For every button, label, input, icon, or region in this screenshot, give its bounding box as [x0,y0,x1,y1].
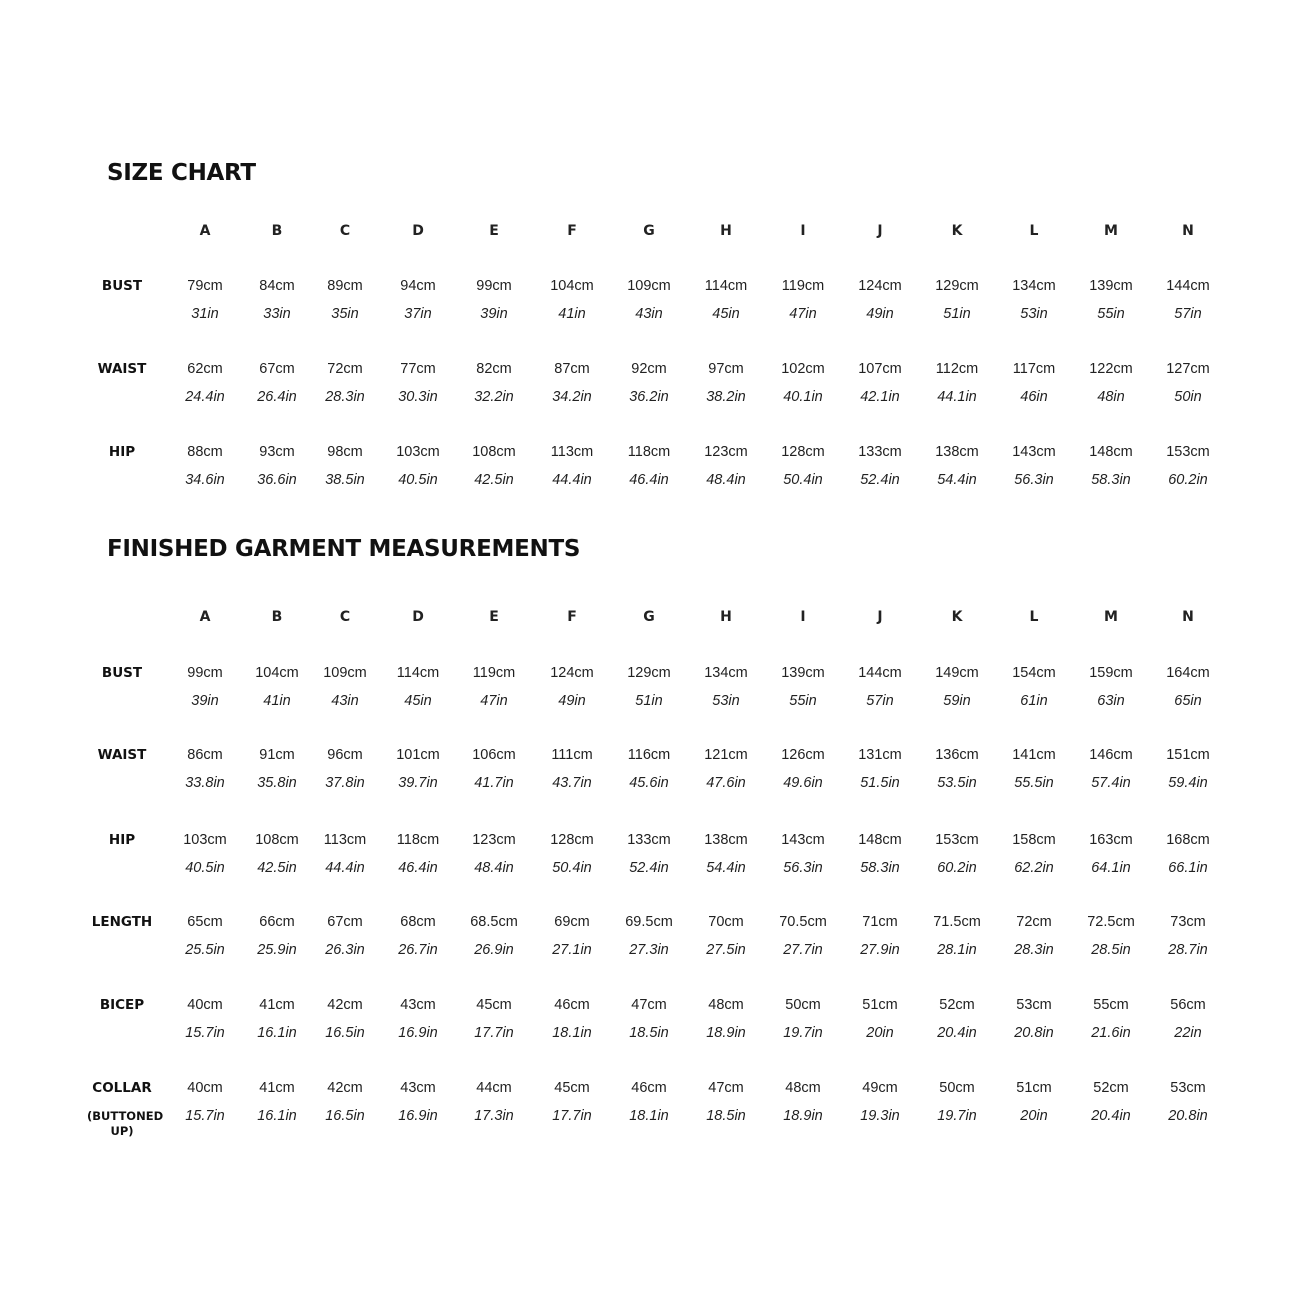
inch-value: 40.1in [783,389,823,405]
cm-value: 134cm [1012,278,1056,294]
inch-value: 17.7in [552,1108,592,1124]
inch-value: 44.4in [325,860,365,876]
cm-value: 43cm [400,997,436,1013]
inch-value: 15.7in [185,1025,225,1041]
cm-value: 117cm [1012,361,1056,377]
cm-value: 153cm [935,832,979,848]
inch-value: 47.6in [706,775,746,791]
inch-value: 54.4in [937,472,977,488]
inch-value: 41in [558,306,586,322]
cm-value: 114cm [704,278,748,294]
inch-value: 59.4in [1168,775,1208,791]
inch-value: 20.8in [1014,1025,1054,1041]
cm-value: 107cm [858,361,902,377]
cm-value: 72cm [327,361,363,377]
inch-value: 50.4in [783,472,823,488]
inch-value: 54.4in [706,860,746,876]
cm-value: 52cm [939,997,975,1013]
inch-value: 53in [1020,306,1048,322]
cm-value: 114cm [396,665,440,681]
size-column-header: J [877,223,883,239]
cm-value: 71.5cm [933,914,981,930]
cm-value: 44cm [476,1080,512,1096]
size-column-header: N [1182,223,1194,239]
inch-value: 52.4in [860,472,900,488]
size-column-header: C [339,223,351,239]
inch-value: 27.9in [860,942,900,958]
inch-value: 41.7in [474,775,514,791]
cm-value: 103cm [396,444,440,460]
cm-value: 129cm [935,278,979,294]
inch-value: 43.7in [552,775,592,791]
cm-value: 148cm [858,832,902,848]
cm-value: 128cm [550,832,594,848]
inch-value: 15.7in [185,1108,225,1124]
inch-value: 20.4in [1091,1108,1131,1124]
inch-value: 51.5in [860,775,900,791]
inch-value: 16.1in [257,1108,297,1124]
inch-value: 57in [866,693,894,709]
inch-value: 48.4in [474,860,514,876]
inch-value: 47in [789,306,817,322]
inch-value: 53in [712,693,740,709]
cm-value: 139cm [781,665,825,681]
cm-value: 134cm [704,665,748,681]
inch-value: 43in [331,693,359,709]
inch-value: 62.2in [1014,860,1054,876]
cm-value: 143cm [1012,444,1056,460]
cm-value: 72.5cm [1087,914,1135,930]
inch-value: 44.4in [552,472,592,488]
inch-value: 56.3in [1014,472,1054,488]
inch-value: 18.1in [552,1025,592,1041]
cm-value: 73cm [1170,914,1206,930]
inch-value: 66.1in [1168,860,1208,876]
inch-value: 49in [866,306,894,322]
cm-value: 47cm [631,997,667,1013]
size-chart-title: SIZE CHART [107,160,256,186]
cm-value: 40cm [187,997,223,1013]
size-column-header: H [720,223,732,239]
cm-value: 151cm [1166,747,1210,763]
cm-value: 68cm [400,914,436,930]
inch-value: 56.3in [783,860,823,876]
inch-value: 33.8in [185,775,225,791]
inch-value: 63in [1097,693,1125,709]
size-column-header: F [567,609,577,625]
cm-value: 65cm [187,914,223,930]
inch-value: 55in [1097,306,1125,322]
cm-value: 87cm [554,361,590,377]
cm-value: 91cm [259,747,295,763]
inch-value: 28.1in [937,942,977,958]
inch-value: 34.6in [185,472,225,488]
cm-value: 108cm [472,444,516,460]
inch-value: 27.5in [706,942,746,958]
size-column-header: C [339,609,351,625]
cm-value: 88cm [187,444,223,460]
cm-value: 53cm [1016,997,1052,1013]
cm-value: 42cm [327,1080,363,1096]
cm-value: 146cm [1089,747,1133,763]
measurement-label: BICEP [99,997,145,1013]
inch-value: 57in [1174,306,1202,322]
cm-value: 113cm [550,444,594,460]
inch-value: 46.4in [398,860,438,876]
cm-value: 101cm [396,747,440,763]
inch-value: 59in [943,693,971,709]
inch-value: 44.1in [937,389,977,405]
cm-value: 69cm [554,914,590,930]
inch-value: 18.9in [783,1108,823,1124]
size-column-header: A [199,223,211,239]
measurement-label: BUST [101,665,143,681]
inch-value: 20.4in [937,1025,977,1041]
cm-value: 136cm [935,747,979,763]
inch-value: 26.9in [474,942,514,958]
cm-value: 46cm [554,997,590,1013]
inch-value: 18.1in [629,1108,669,1124]
cm-value: 79cm [187,278,223,294]
cm-value: 97cm [708,361,744,377]
inch-value: 18.5in [706,1108,746,1124]
inch-value: 25.5in [185,942,225,958]
inch-value: 27.3in [629,942,669,958]
cm-value: 92cm [631,361,667,377]
inch-value: 26.7in [398,942,438,958]
size-column-header: G [643,609,655,625]
size-column-header: D [412,609,424,625]
cm-value: 108cm [255,832,299,848]
inch-value: 60.2in [937,860,977,876]
inch-value: 57.4in [1091,775,1131,791]
inch-value: 49in [558,693,586,709]
cm-value: 143cm [781,832,825,848]
inch-value: 16.1in [257,1025,297,1041]
cm-value: 94cm [400,278,436,294]
cm-value: 46cm [631,1080,667,1096]
cm-value: 148cm [1089,444,1133,460]
inch-value: 35.8in [257,775,297,791]
inch-value: 16.5in [325,1025,365,1041]
inch-value: 51in [943,306,971,322]
inch-value: 28.3in [325,389,365,405]
inch-value: 49.6in [783,775,823,791]
cm-value: 62cm [187,361,223,377]
cm-value: 122cm [1089,361,1133,377]
inch-value: 22in [1174,1025,1202,1041]
inch-value: 50in [1174,389,1202,405]
inch-value: 20.8in [1168,1108,1208,1124]
cm-value: 45cm [476,997,512,1013]
inch-value: 50.4in [552,860,592,876]
inch-value: 42.1in [860,389,900,405]
cm-value: 50cm [785,997,821,1013]
cm-value: 89cm [327,278,363,294]
cm-value: 99cm [187,665,223,681]
cm-value: 50cm [939,1080,975,1096]
cm-value: 52cm [1093,1080,1129,1096]
size-column-header: K [951,609,963,625]
inch-value: 27.1in [552,942,592,958]
inch-value: 53.5in [937,775,977,791]
cm-value: 121cm [704,747,748,763]
cm-value: 41cm [259,997,295,1013]
inch-value: 35in [331,306,359,322]
cm-value: 71cm [862,914,898,930]
cm-value: 168cm [1166,832,1210,848]
cm-value: 96cm [327,747,363,763]
inch-value: 47in [480,693,508,709]
cm-value: 138cm [704,832,748,848]
measurement-label: COLLAR [92,1080,152,1096]
inch-value: 16.9in [398,1025,438,1041]
inch-value: 52.4in [629,860,669,876]
cm-value: 109cm [323,665,367,681]
cm-value: 124cm [858,278,902,294]
inch-value: 18.9in [706,1025,746,1041]
inch-value: 26.3in [325,942,365,958]
finished-garment-title: FINISHED GARMENT MEASUREMENTS [107,536,581,562]
cm-value: 116cm [627,747,671,763]
inch-value: 40.5in [185,860,225,876]
cm-value: 82cm [476,361,512,377]
inch-value: 55.5in [1014,775,1054,791]
measurement-label: BUST [101,278,143,294]
cm-value: 93cm [259,444,295,460]
cm-value: 48cm [708,997,744,1013]
cm-value: 128cm [781,444,825,460]
cm-value: 159cm [1089,665,1133,681]
size-column-header: B [271,223,283,239]
inch-value: 39in [480,306,508,322]
cm-value: 99cm [476,278,512,294]
inch-value: 17.7in [474,1025,514,1041]
cm-value: 106cm [472,747,516,763]
inch-value: 31in [191,306,219,322]
inch-value: 26.4in [257,389,297,405]
inch-value: 48in [1097,389,1125,405]
measurement-label: LENGTH [91,914,153,930]
cm-value: 154cm [1012,665,1056,681]
size-column-header: L [1029,609,1039,625]
cm-value: 103cm [183,832,227,848]
cm-value: 123cm [704,444,748,460]
inch-value: 40.5in [398,472,438,488]
cm-value: 45cm [554,1080,590,1096]
inch-value: 24.4in [185,389,225,405]
cm-value: 42cm [327,997,363,1013]
inch-value: 37in [404,306,432,322]
size-column-header: M [1104,609,1118,625]
cm-value: 113cm [323,832,367,848]
cm-value: 149cm [935,665,979,681]
measurement-label: WAIST [97,361,147,377]
cm-value: 72cm [1016,914,1052,930]
cm-value: 49cm [862,1080,898,1096]
size-column-header: E [489,223,499,239]
cm-value: 164cm [1166,665,1210,681]
cm-value: 51cm [1016,1080,1052,1096]
cm-value: 109cm [627,278,671,294]
measurement-label: HIP [108,444,136,460]
inch-value: 41in [263,693,291,709]
size-column-header: D [412,223,424,239]
inch-value: 20in [866,1025,894,1041]
cm-value: 84cm [259,278,295,294]
inch-value: 48.4in [706,472,746,488]
cm-value: 102cm [781,361,825,377]
inch-value: 30.3in [398,389,438,405]
inch-value: 55in [789,693,817,709]
cm-value: 123cm [472,832,516,848]
inch-value: 19.3in [860,1108,900,1124]
cm-value: 129cm [627,665,671,681]
cm-value: 112cm [935,361,979,377]
cm-value: 138cm [935,444,979,460]
inch-value: 28.3in [1014,942,1054,958]
inch-value: 45in [712,306,740,322]
cm-value: 139cm [1089,278,1133,294]
cm-value: 163cm [1089,832,1133,848]
size-column-header: I [800,609,806,625]
inch-value: 28.5in [1091,942,1131,958]
cm-value: 118cm [396,832,440,848]
size-column-header: L [1029,223,1039,239]
cm-value: 53cm [1170,1080,1206,1096]
cm-value: 133cm [627,832,671,848]
cm-value: 47cm [708,1080,744,1096]
inch-value: 28.7in [1168,942,1208,958]
cm-value: 98cm [327,444,363,460]
size-column-header: A [199,609,211,625]
inch-value: 45.6in [629,775,669,791]
cm-value: 55cm [1093,997,1129,1013]
inch-value: 39.7in [398,775,438,791]
cm-value: 67cm [259,361,295,377]
inch-value: 58.3in [1091,472,1131,488]
cm-value: 68.5cm [470,914,518,930]
cm-value: 158cm [1012,832,1056,848]
size-column-header: B [271,609,283,625]
cm-value: 133cm [858,444,902,460]
cm-value: 104cm [255,665,299,681]
inch-value: 51in [635,693,663,709]
size-column-header: M [1104,223,1118,239]
cm-value: 141cm [1012,747,1056,763]
size-column-header: J [877,609,883,625]
size-column-header: G [643,223,655,239]
cm-value: 70cm [708,914,744,930]
cm-value: 77cm [400,361,436,377]
cm-value: 124cm [550,665,594,681]
size-column-header: K [951,223,963,239]
cm-value: 40cm [187,1080,223,1096]
inch-value: 42.5in [257,860,297,876]
inch-value: 19.7in [937,1108,977,1124]
measurement-label: HIP [108,832,136,848]
inch-value: 36.2in [629,389,669,405]
inch-value: 18.5in [629,1025,669,1041]
inch-value: 25.9in [257,942,297,958]
inch-value: 46in [1020,389,1048,405]
inch-value: 27.7in [783,942,823,958]
inch-value: 16.9in [398,1108,438,1124]
cm-value: 131cm [858,747,902,763]
inch-value: 58.3in [860,860,900,876]
inch-value: 43in [635,306,663,322]
cm-value: 70.5cm [779,914,827,930]
inch-value: 21.6in [1091,1025,1131,1041]
inch-value: 42.5in [474,472,514,488]
inch-value: 60.2in [1168,472,1208,488]
inch-value: 19.7in [783,1025,823,1041]
size-column-header: N [1182,609,1194,625]
inch-value: 38.2in [706,389,746,405]
cm-value: 51cm [862,997,898,1013]
inch-value: 39in [191,693,219,709]
cm-value: 118cm [627,444,671,460]
cm-value: 69.5cm [625,914,673,930]
inch-value: 17.3in [474,1108,514,1124]
cm-value: 153cm [1166,444,1210,460]
cm-value: 144cm [858,665,902,681]
inch-value: 33in [263,306,291,322]
inch-value: 20in [1020,1108,1048,1124]
inch-value: 32.2in [474,389,514,405]
inch-value: 38.5in [325,472,365,488]
inch-value: 37.8in [325,775,365,791]
cm-value: 66cm [259,914,295,930]
inch-value: 34.2in [552,389,592,405]
inch-value: 65in [1174,693,1202,709]
cm-value: 127cm [1166,361,1210,377]
cm-value: 119cm [472,665,516,681]
cm-value: 111cm [551,747,593,763]
measurement-label: WAIST [97,747,147,763]
inch-value: 45in [404,693,432,709]
cm-value: 56cm [1170,997,1206,1013]
inch-value: 46.4in [629,472,669,488]
size-column-header: E [489,609,499,625]
size-column-header: I [800,223,806,239]
measurement-sublabel: (BUTTONED UP) [87,1109,164,1138]
cm-value: 119cm [781,278,825,294]
size-column-header: H [720,609,732,625]
cm-value: 41cm [259,1080,295,1096]
inch-value: 64.1in [1091,860,1131,876]
cm-value: 104cm [550,278,594,294]
inch-value: 36.6in [257,472,297,488]
inch-value: 16.5in [325,1108,365,1124]
cm-value: 48cm [785,1080,821,1096]
cm-value: 126cm [781,747,825,763]
cm-value: 67cm [327,914,363,930]
cm-value: 86cm [187,747,223,763]
cm-value: 144cm [1166,278,1210,294]
cm-value: 43cm [400,1080,436,1096]
inch-value: 61in [1020,693,1048,709]
size-column-header: F [567,223,577,239]
